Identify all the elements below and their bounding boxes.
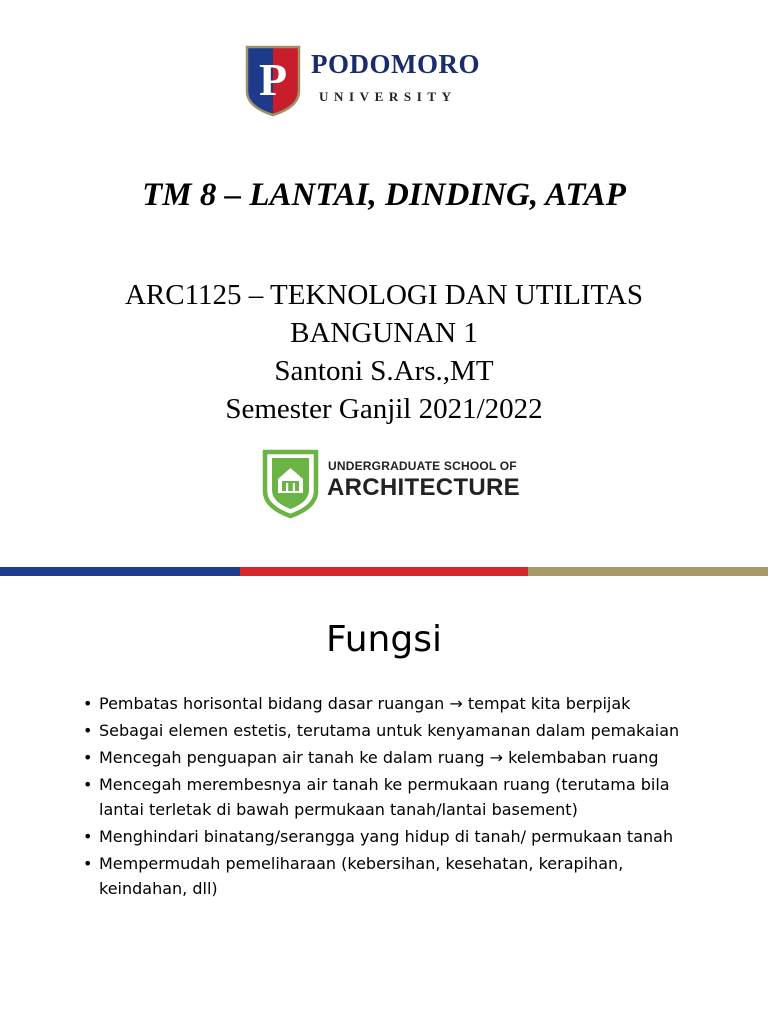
list-item: • Mencegah penguapan air tanah ke dalam ruang → kelembaban ruang: [86, 745, 706, 770]
lecturer-name: Santoni S.Ars.,MT: [274, 355, 494, 387]
course-info: [0, 276, 768, 428]
divider-red: [240, 567, 528, 576]
podomoro-shield-icon: [245, 45, 301, 117]
divider-gold: [528, 567, 768, 576]
university-subtitle: UNIVERSITY: [319, 89, 457, 104]
slide-title: TM 8 – LANTAI, DINDING, ATAP: [142, 177, 626, 213]
semester: Semester Ganjil 2021/2022: [225, 393, 543, 425]
architecture-school-logo: [262, 449, 520, 521]
list-item: • Pembatas horisontal bidang dasar ruangan → tempat kita berpijak: [86, 691, 706, 716]
list-item: • Sebagai elemen estetis, terutama untuk kenyamanan dalam pemakaian: [86, 718, 706, 743]
content-slide: [0, 576, 768, 1024]
bullet-icon: •: [83, 827, 93, 846]
list-item: • Mempermudah pemeliharaan (kebersihan, kesehatan, kerapihan, keindahan, dll): [86, 851, 706, 901]
logo-letter: P: [258, 54, 288, 105]
house-shield-icon: [262, 449, 319, 519]
slide-divider-bar: [0, 567, 768, 576]
list-item: • Menghindari binatang/serangga yang hidup di tanah/ permukaan tanah: [86, 824, 706, 849]
bullet-icon: •: [83, 854, 93, 873]
list-item: • Mencegah merembesnya air tanah ke permukaan ruang (terutama bila lantai terletak di bawah permukaan tanah/lantai basement): [86, 772, 706, 822]
podomoro-university-logo: [245, 45, 505, 120]
bullet-list: [83, 691, 706, 903]
course-line: ARC1125 – TEKNOLOGI DAN UTILITAS: [124, 279, 644, 311]
school-name-line2: ARCHITECTURE: [327, 474, 520, 501]
university-name: PODOMORO: [311, 49, 480, 79]
school-name-line1: UNDERGRADUATE SCHOOL OF: [328, 459, 517, 473]
bullet-icon: •: [83, 694, 93, 713]
bullet-icon: •: [83, 775, 93, 794]
bullet-icon: •: [83, 721, 93, 740]
bullet-icon: •: [83, 748, 93, 767]
course-line: BANGUNAN 1: [290, 317, 478, 349]
content-slide-title: Fungsi: [326, 619, 442, 660]
divider-blue: [0, 567, 240, 576]
